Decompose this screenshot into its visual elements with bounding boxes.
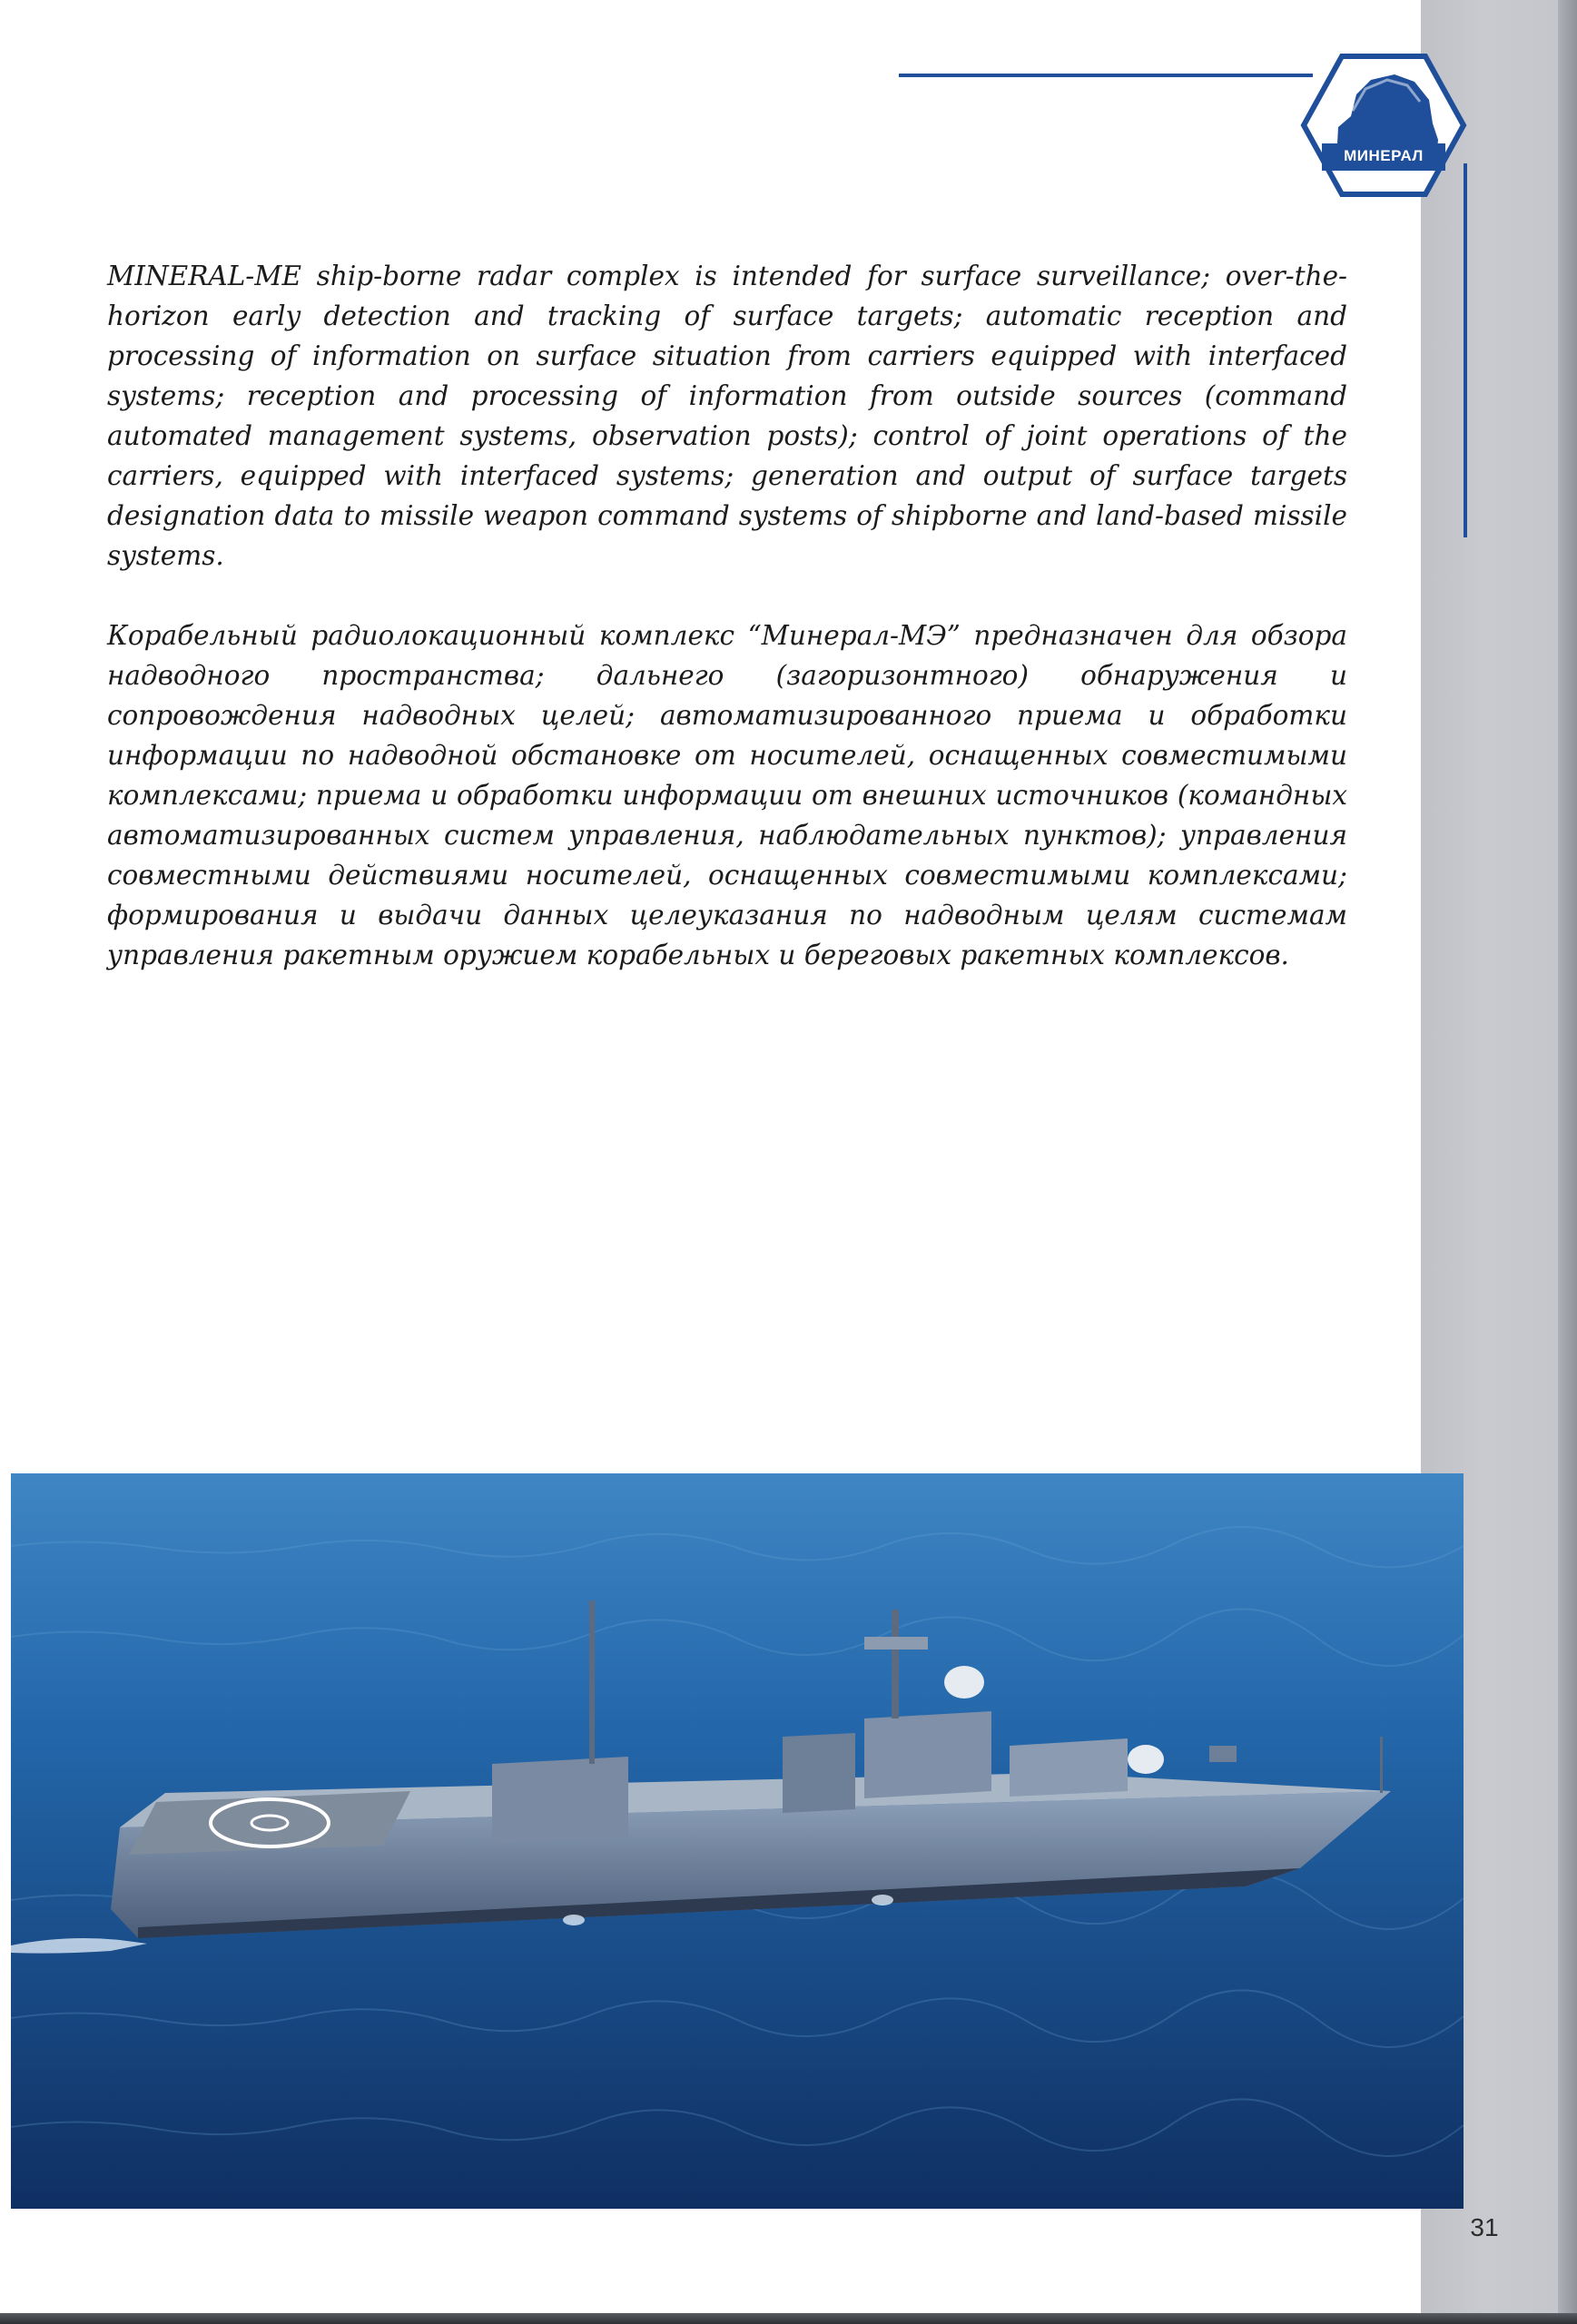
page-number: 31 [1470, 2213, 1499, 2241]
ship-hangar [492, 1757, 628, 1844]
side-rule [1464, 163, 1467, 537]
page-edge-shadow [1558, 0, 1577, 2324]
bottom-scan-edge [0, 2313, 1577, 2324]
paragraph-russian: Корабельный радиолокационный комплекс “Минерал-МЭ” предназначен для обзора надводного пространства; дальнего (загоризонтного) обнаружения и сопровождения надводных целей; автоматизированного приема и обработки информации по надводной обстановке от носителей, оснащенных совместимыми комплексами; приема и обработки информации от внешних источников (командных автоматизированных систем управления, наблюдательных пунктов); управления совместными действиями носителей, оснащенных совместимыми комплексами; формирования и выдачи данных целеуказания по надводным целям системам управления ракетным оружием корабельных и береговых ракетных комплексов. [107, 620, 1347, 970]
ship-photo [11, 1473, 1464, 2209]
header-rule [899, 74, 1313, 77]
logo-text: МИНЕРАЛ [1344, 147, 1424, 164]
paragraph-english: MINERAL-ME ship-borne radar complex is intended for surface surveillance; over-the-horizon early detection and tracking of surface targets; automatic reception and processing of information on surface situation from carriers equipped with interfaced systems; reception and processing of information from outside sources (command automated management systems, observation posts); control of joint operations of the carriers, equipped with interfaced systems; generation and output of surface targets designation data to missile weapon command systems of shipborne and land-based missile systems. [107, 261, 1347, 571]
mineral-logo [1300, 53, 1467, 198]
